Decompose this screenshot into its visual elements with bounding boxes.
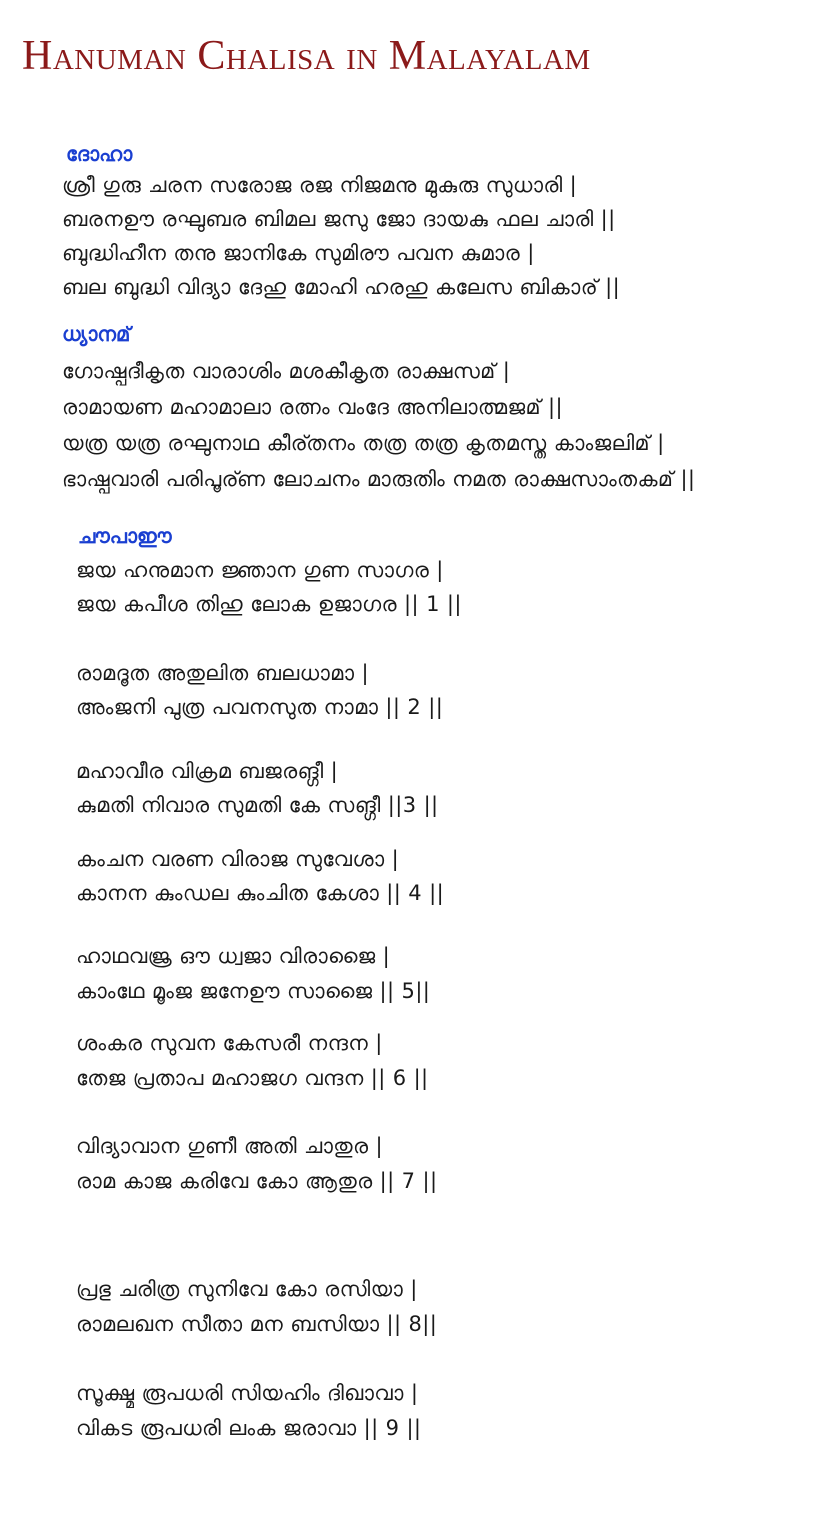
verse-3-line-2: കുമതി നിവാര സുമതി കേ സങ്ഗീ ||3 || — [76, 793, 439, 817]
verse-8-line-2: രാമലഖന സീതാ മന ബസിയാ || 8|| — [76, 1312, 438, 1336]
verse-8-line-1: പ്രഭു ചരിത്ര സുനിവേ കോ രസിയാ | — [76, 1277, 418, 1301]
doha-line-3: ബുദ്ധിഹീന തനു ജാനികേ സുമിരൗ പവന കുമാര | — [62, 241, 535, 265]
verse-3-line-1: മഹാവീര വിക്രമ ബജരങ്ഗീ | — [76, 759, 339, 783]
dhyanam-line-2: രാമായണ മഹാമാലാ രത്നം വംദേ അനിലാത്മജമ് || — [62, 395, 564, 419]
doha-line-4: ബല ബുദ്ധി വിദ്യാ ദേഹു മോഹി ഹരഹു കലേസ ബികാര് || — [62, 275, 621, 299]
dhyanam-line-4: ഭാഷ്പവാരി പരിപൂര്ണ ലോചനം മാരുതിം നമത രാക്ഷസാംതകമ് || — [62, 467, 696, 491]
verse-2-line-1: രാമദൂത അതുലിത ബലധാമാ | — [76, 661, 369, 685]
verse-1-line-1: ജയ ഹനുമാന ജ്ഞാന ഗുണ സാഗര | — [76, 558, 444, 582]
verse-9-line-1: സൂക്ഷ്മ രൂപധരി സിയഹിം ദിഖാവാ | — [76, 1381, 419, 1405]
verse-6-line-2: തേജ പ്രതാപ മഹാജഗ വന്ദന || 6 || — [76, 1066, 429, 1090]
verse-4-line-2: കാനന കുംഡല കുംചിത കേശാ || 4 || — [76, 881, 445, 905]
verse-5-line-1: ഹാഥവജ്ര ഔ ധ്വജാ വിരാജൈ | — [76, 944, 391, 968]
doha-heading: ദോഹാ — [66, 142, 133, 166]
verse-6-line-1: ശംകര സുവന കേസരീ നന്ദന | — [76, 1031, 383, 1055]
verse-1-line-2: ജയ കപീശ തിഹു ലോക ഉജാഗര || 1 || — [76, 592, 462, 616]
verse-2-line-2: അംജനി പുത്ര പവനസുത നാമാ || 2 || — [76, 695, 444, 719]
verse-7-line-2: രാമ കാജ കരിവേ കോ ആതുര || 7 || — [76, 1169, 438, 1193]
doha-line-1: ശ്രീ ഗുരു ചരന സരോജ രജ നിജമനു മുകുരു സുധാരി | — [62, 173, 578, 197]
page-title: Hanuman Chalisa in Malayalam — [22, 33, 591, 79]
doha-line-2: ബരനഊ രഘുബര ബിമല ജസു ജോ ദായകു ഫല ചാരി || — [62, 207, 616, 231]
dhyanam-line-1: ഗോഷ്പദീകൃത വാരാശിം മശകീകൃത രാക്ഷസമ് | — [62, 359, 511, 383]
verse-7-line-1: വിദ്യാവാന ഗുണീ അതി ചാതുര | — [76, 1134, 383, 1158]
dhyanam-heading: ധ്യാനമ് — [62, 322, 131, 346]
verse-4-line-1: കംചന വരണ വിരാജ സുവേശാ | — [76, 847, 400, 871]
verse-9-line-2: വികട രൂപധരി ലംക ജരാവാ || 9 || — [76, 1416, 422, 1440]
dhyanam-line-3: യത്ര യത്ര രഘുനാഥ കീര്തനം തത്ര തത്ര കൃതമസ്ത കാംജലിമ് | — [62, 431, 665, 455]
chaupai-heading: ചൗപാഈ — [78, 524, 172, 548]
verse-5-line-2: കാംഥേ മൂംജ ജനേഊ സാജൈ || 5|| — [76, 979, 431, 1003]
